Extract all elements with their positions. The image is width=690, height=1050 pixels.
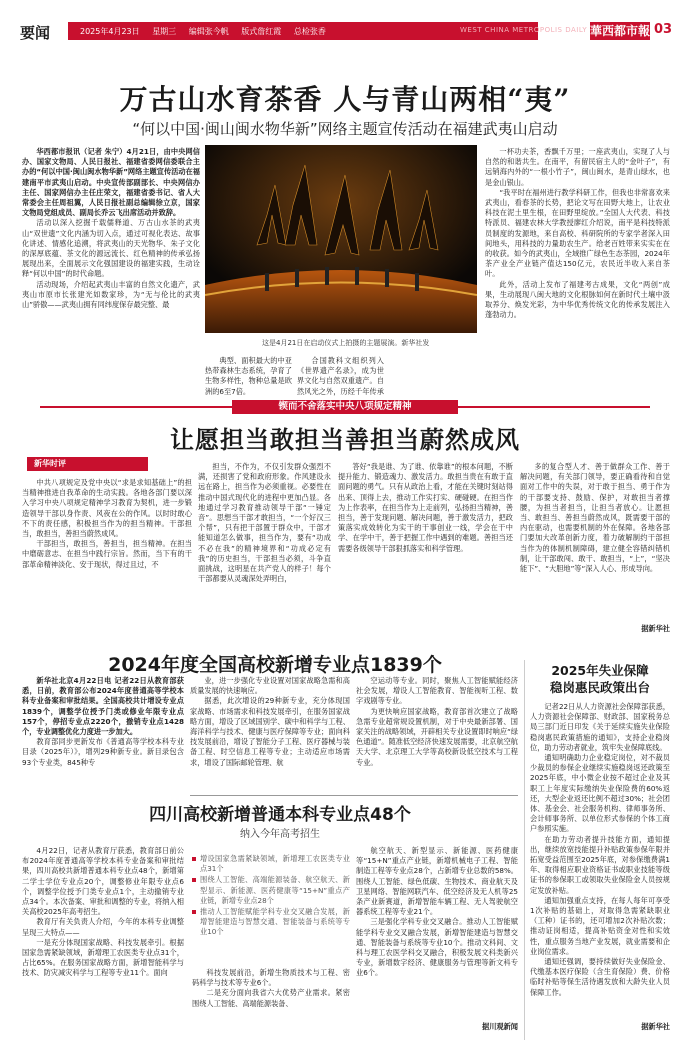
article2-para: 中共八项规定及党中央以“求是求知基础上”的担当精神推进自我革命的生动实践。各地各部门要以深入学习中央八项规定精神学习教育为契机，进一步锻造领导干部以身作责、风夜在公的作风。以时时敢心不下的责任感，积极担当作为的担当精神。干部担当，敢担当，善担当蔚然成风。 [22,478,192,539]
sidebar-para: 通知还强调，要持续做好失业保险金、代缴基本医疗保险（含生育保险）费、价格临时补贴等保生活待遇发放和大龄失业人员保障工作。 [530,957,670,997]
highlight-item: 推动人工智能赋能学科专业交叉融合发展，新增智能建造与智慧交通、智能装备与系统等专业10个 [192,907,350,938]
article1-subtitle: “何以中国·闽山闽水物华新”网络主题宣传活动在福建武夷山启动 [132,120,558,138]
article1-para: 活动以深入挖掘千载儒释道、万古山水茶的武夷山“双世遗”文化内涵为切入点，通过可视化表达、故事化讲述、情感化追溯，将武夷山的天光物华、朱子文化的深厚底蕴、茶文化的源远流长、红色精神的传承弘扬展现出来，全面展示文化强国建设的福建实践，生动诠释“何以中国”的时代命题。 [22,218,200,279]
banner-tag: 锲而不舍落实中央八项规定精神 [232,400,458,414]
photo-performance [205,145,477,333]
article4-para: 三是强化学科专业交叉融合。推动人工智能赋能学科专业交叉融合发展，新增智能建造与智慧交通、智能装备与系统等专业10个。推动文科间、文科与理工农医学科交叉融合，积极发展文科类新兴专业，新增数字经济、健康服务与管理等新文科专业6个。 [356,917,518,978]
sidebar-para: 在助力劳动者提升技能方面，通知提出，继续放宽技能提升补贴政策参保年限并拓宽受益范围至2025年底，对参保缴费满1年、取得相应职业资格证书或职业技能等级证书的参保职工或领取失业保险金人员按规定发放补贴。 [530,834,670,895]
article3-para: 业，进一步强化专业设置对国家战略急需和高质量发展的快速响应。 [190,676,350,696]
newspaper-logo: 華西都市報 [590,24,651,38]
article4-source: 据川观新闻 [482,1022,518,1031]
sidebar-para: 记者22日从人力资源社会保障部获悉，人力资源社会保障部、财政部、国家税务总局三部门近日印发《关于延续实施失业保险稳岗惠民政策措施的通知》，支持企业稳岗位，助力劳动者就业，筑牢失业保障底线。 [530,702,670,752]
article2-col4 [520,462,670,626]
article1-para: 一杯功夫茶，香飘千万里；一座武夷山，实现了人与自然的和谐共生。在南平，有留民宿主人的“金叶子”，有远销海内外的“一根小竹子”，闽山闽水，是青山绿水，也是金山银山。 [485,147,670,187]
issue-date: 2025年4月23日 [80,27,140,36]
article4-para: 航空航天、新型显示、新能源、医药健康等“15+N”重点产业链，新增机械电子工程、智能制造工程等专业点28个，占新增专业总数的58%。围绕人工智能、绿色低碳、生物技术、商业航天及卫星网络、智能网联汽车、低空经济及无人机等25条产业新赛道，新增智能车辆工程、无人驾驶航空器系统工程等专业21个。 [356,846,518,917]
article1-para: “我平时在福州进行教学科研工作，但我也非常喜欢来武夷山，看春茶的长势，把论文写在田野大地上，让农业科技在泥土里生根，在田野里绽放。”全国人大代表、科技特派员、福建农林大学教授廖红介绍说，南平是科技特派员制度的发源地，来自高校、科研院所的专家学者深入田间地头，用科技的力量助农生产。给老百姓带来实实在在的收获。如今的武夷山，全域推广绿色生态茶园，2024年茶产业全产业链产值达150亿元，农民近半收入来自茶叶。 [485,187,670,279]
article2-para: 担当，不作为，不仅引发群众强烈不满，还损害了党和政府形象。作风建设永远在路上，担当作为必须重视。必要性在推动中国式现代化的进程中更加凸显。各地通过学习教育推动领导干部“一锤定音”。思想当干部才敢担当，“一个好汉三个帮”，只有把干部置于群众中，干部才能知道怎么做事，担当作为，要有“功成不必在我”的精神境界和“功成必定有我”的历史担当，干部担当必须，斗争直面挑战，这明星在共产党人的样子！每个干部都要从灵魂深处弄明白， [198,462,331,584]
issue-weekday: 星期三 [152,27,177,36]
article4-title: 四川高校新增普通本科专业点48个 [149,805,411,825]
article3-para: 教育部同步更新发布《普通高等学校本科专业目录（2025年）》，增列29种新专业。新目录包含93个专业类，845种专 [22,737,184,767]
article2-para: 干部担当，敢担当，善担当，担当精神。在担当中磨砺意志、在担当中践行宗旨。然而，当下有的干部革命精神淡化、安于现状，得过且过，不 [22,539,192,569]
article1-para: 此外，活动上发布了福建考古成果，文化“两创”成果，生动展现八闽大地的文化根脉如何在新时代土壤中汲取养分、焕发光彩，为中华优秀传统文化的传承发展注入蓬勃动力。 [485,279,670,320]
highlight-item: 围绕人工智能、高端能源装备、航空航天、新型显示、新能源、医药健康等“15+N”重点产业链，新增专业点28个 [192,875,350,906]
sidebar-para: 通知加强重点支持，在每人每年可享受1次补贴的基础上，对取得急需紧缺职业（工种）证书的，还可增加2次补贴次数；推动证岗相适，提高补贴资金对性和实效性，重点服务当地产业发展，就业需要和企业岗位需求。 [530,895,670,956]
section-rule [190,795,518,796]
header-meta [80,26,336,37]
photo-graphic [205,145,477,333]
photo-caption: 这是4月21日在启动仪式上拍摄的主题展演。新华社发 [262,339,430,347]
article4-para: 4月22日，记者从教育厅获悉，教育部日前公布2024年度普通高等学校本科专业备案和审批结果，四川高校共新增普通本科专业点48个，新增第二学士学位专业点20个，调整修业年限专业点6个，调整学位授予门类专业点1个，主动撤销专业点34个。本次备案、审批和调整的专业，将纳入相关高校2025年高考招生。 [22,846,184,917]
article4-para: 二是充分面向我省六大优势产业需求。紧密围绕人工智能、高端能源装备、 [192,988,350,1008]
proofreader: 总检张香 [293,27,326,36]
article1-para: 活动现场，介绍起武夷山丰富的自然文化遗产，武夷山市原市长张建光如数家珍，为“无与伦比的武夷山”骄傲——武夷山拥有同纬度保存最完整、最 [22,279,200,310]
article3-col3 [356,676,518,791]
article1-para: 典型、面积最大的中亚热带森林生态系统，孕育了生物多样性，物种总量是欧洲的6至7倍。 [205,356,292,396]
article2-source: 据新华社 [641,624,670,633]
article3-col2 [190,676,350,791]
page-header [0,0,690,42]
article1-col3 [297,356,384,396]
article1-title: 万古山水育茶香 人与青山两相“夷” [119,83,571,116]
sidebar-body [530,702,670,1024]
article2-para: 答好“我是谁、为了谁、依靠谁”的根本问题，不断提升能力、锻造魂力、激发活力。敢担当贵在有敢于直面问题的勇气。只有从政治上看，才能在关键时刻站得出来、顶得上去，推动工作实打实、硬碰硬。在担当作为上作表率，在担当作为上走前列，弘扬担当精神，善担当，善于发现问题、解决问题，善于激发活力，把政策落实成效转化为实干的干事创业一线，学会在干中学、在学中干，善于把握工作中遇到的难题。善担当还需要各级领导干部狠抓落实和科学管理。 [338,462,513,553]
sidebar-source: 据新华社 [641,1022,670,1031]
article4-para: 科技发展前沿，新增生物质技术与工程、密码科学与技术等专业6个。 [192,968,350,988]
article1-para: 合国教科文组织列入《世界遗产名录》，成为世界文化与自然双重遗产。自然风光之外，历经千年传承 [297,356,384,396]
article1-col1 [22,147,200,387]
column-divider [524,660,525,1040]
header-watermark: WEST CHINA METROPOLIS DAILY [460,26,588,34]
article4-subtitle: 纳入今年高考招生 [240,829,320,840]
article4-col2 [192,968,350,1040]
article4-col1 [22,846,184,1042]
section-name: 要闻 [20,24,51,42]
article4-para: 教育厅有关负责人介绍，今年的本科专业调整呈现三大特点—— [22,917,184,937]
article2-title: 让愿担当敢担当善担当蔚然成风 [170,425,520,454]
designer: 版式詹红霞 [241,27,282,36]
article1-col4 [485,147,670,397]
article3-para: 为更快响应国家战略，教育部首次建立了战略急需专业超常规设置机制，对于中央最新部署、国家关注的战略领域，开辟相关专业设置即时响应“绿色通道”。随准低空经济快速发展需要，北京航空航天大学、北京理工大学等高校新设低空技术与工程专业。 [356,706,518,767]
article1-lead: 华西都市报讯（记者 朱宁）4月21日，由中央网信办、国家文物局、人民日报社、福建省委网信委联合主办的“何以中国·闽山闽水物华新”网络主题宣传活动在福建南平市武夷山启动。中央宣传部副部长、中央网信办主任、国家网信办主任庄荣文，福建省委书记、省人大常委会主任周祖翼，人民日报社副总编辑徐立京，国家文物局党组成员、副局长乔云飞出席活动并致辞。 [22,147,200,218]
article3-para: 据悉，此次增设的29种新专业，充分体现国家战略、市场需求和科技发展牵引，在服务国家战略方面，增设了区域国别学、碳中和科学与工程、海洋科学与技术、健康与医疗保障等专业；面向科技发展前沿，增设了智能分子工程、医疗器械与装备工程、时空信息工程等专业；主动适应市场需求，增设了国际邮轮管理、航 [190,696,350,767]
article3-lead: 新华社北京4月22日电 记者22日从教育部获悉，日前，教育部公布2024年度普通高等学校本科专业备案和审批结果。全国高校共计增设专业点1839个，调整学位授予门类或修业年限专业点157个，停招专业点2220个，撤销专业点1428个，专业调整优化力度进一步加大。 [22,676,184,737]
sidebar-title-line1: 2025年失业保障 [551,663,649,678]
editor: 编辑张今帆 [188,27,229,36]
article2-col3 [338,462,513,636]
article2-col2 [198,462,331,636]
article2-col1 [22,478,192,636]
article4-highlights [192,854,350,964]
commentary-tag [22,457,148,471]
sidebar-title-line2: 稳岗惠民政策出台 [549,680,650,695]
highlight-item: 增设国家急需紧缺领域，新增理工农医类专业点31个 [192,854,350,874]
sidebar-title [530,662,670,696]
article3-title: 2024年度全国高校新增专业点1839个 [108,654,442,676]
sidebar-para: 通知明确助力企业稳定岗位，对不裁员少裁员的参保企业继续实施稳岗返还政策至2025年底，中小微企业按不超过企业及其职工上年度实际缴纳失业保险费的60%返还，大型企业返还比例不超过30%；社会团体、基金会、社会服务机构、律师事务所、会计师事务所、以单位形式参保的个体工商户参照实施。 [530,753,670,834]
commentary-tag-label: 新华时评 [34,459,66,468]
page-number: 03 [654,22,673,37]
series-banner [0,400,690,414]
article2-para: 多的复合型人才、善于做群众工作、善于解决问题，有关部门领导，要正确看待和自觉面对工作中的失误，对于敢于担当、勇于作为的干部要支持、鼓励、保护，对敢担当者撑腰，为担当者担当，让担当者放心。让愿担当、敢担当、善担当蔚然成风，既需要干部的内在驱动，也需要机制的外在保障。各地各部门要加大改革创新力度，着力破解制约干部担当作为的体制机制障碍，建立健全容错纠错机制，让干部敢闯、敢干、敢担当，“上”，“坚决能下”、“大胆地”等“深入人心、形成导向。 [520,462,670,574]
article4-para: 一是充分体现国家战略、科技发展牵引。根据国家急需紧缺领域，新增理工农医类专业点31个，占比65%。在服务国家战略方面，新增智能科学与技术、防灾减灾科学与工程等专业11个。面向 [22,937,184,978]
article1-col2 [205,356,292,396]
article3-para: 空运动等专业。同时，聚焦人工智能赋能经济社会发展，增设人工智能教育、智能视听工程、数字戏剧等专业。 [356,676,518,706]
article4-col3 [356,846,518,1022]
